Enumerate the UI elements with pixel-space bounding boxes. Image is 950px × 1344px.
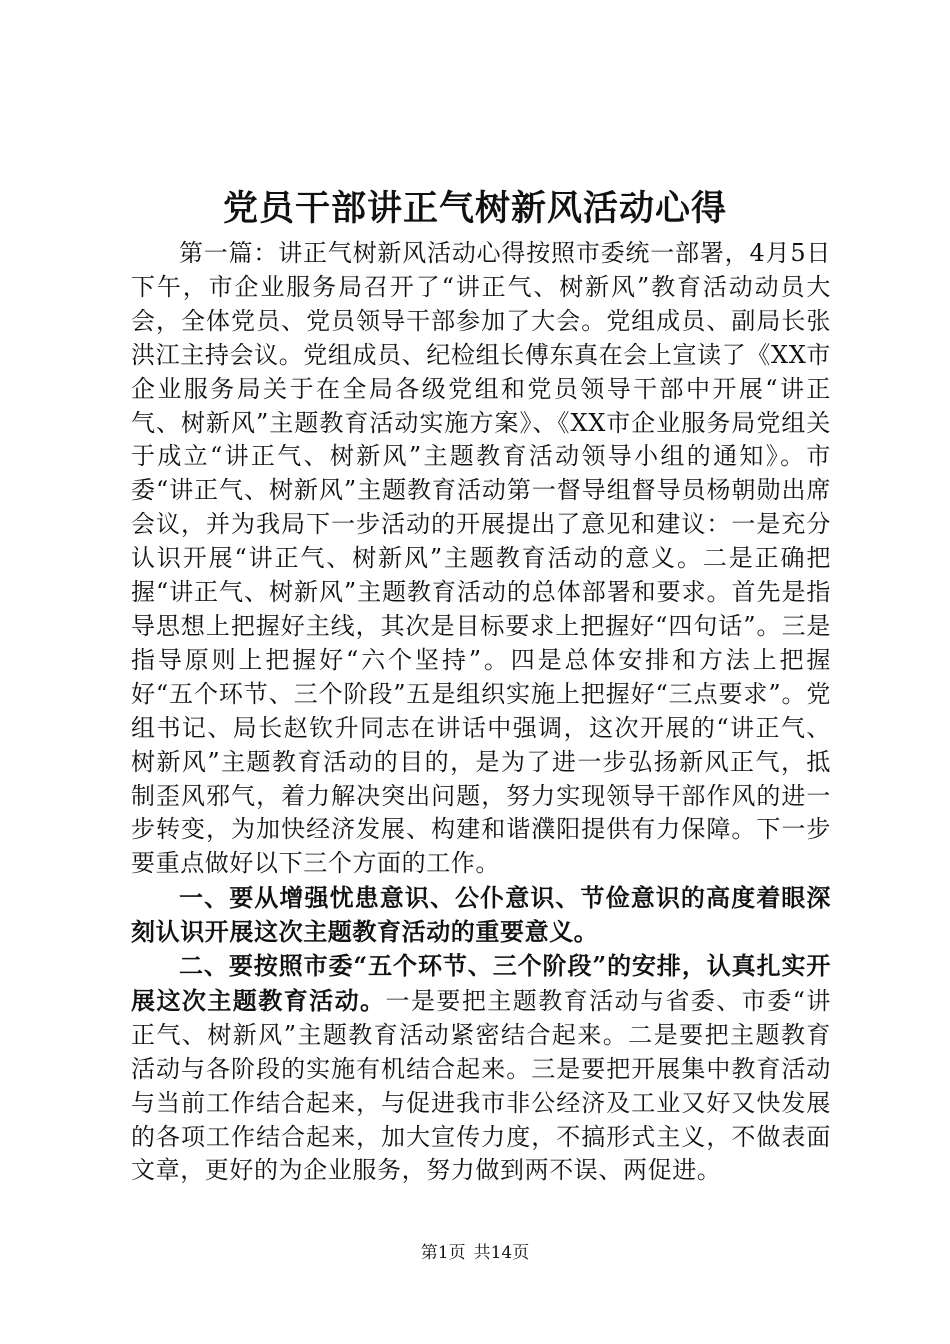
page-footer (0, 1240, 950, 1266)
paragraph-3-body: 一是要把主题教育活动与省委、市委“讲正气、树新风”主题教育活动紧密结合起来。二是要把主题教育活动与各阶段的实施有机结合起来。三是要把开展集中教育活动与当前工作结合起来，与促进我市非公经济及工业又好又快发展的各项工作结合起来，加大宣传力度，不搞形式主义，不做表面文章，更好的为企业服务，努力做到两不误、两促进。 (131, 986, 832, 1185)
paragraph-2-heading: 一、要从增强忧患意识、公仆意识、节俭意识的高度着眼深刻认识开展这次主题教育活动的重要意义。 (131, 883, 831, 947)
document-body (131, 237, 831, 1188)
document-title: 党员干部讲正气树新风活动心得 (222, 188, 727, 229)
paragraph-1: 第一篇：讲正气树新风活动心得按照市委统一部署，4月5日下午，市企业服务局召开了“讲正气、树新风”教育活动动员大会，全体党员、党员领导干部参加了大会。党组成员、副局长张洪江主持会议。党组成员、纪检组长傅东真在会上宣读了《XX市企业服务局关于在全局各级党组和党员领导干部中开展“讲正气、树新风”主题教育活动实施方案》、《XX市企业服务局党组关于成立“讲正气、树新风”主题教育活动领导小组的通知》。市委“讲正气、树新风”主题教育活动第一督导组督导员杨朝勋出席会议，并为我局下一步活动的开展提出了意见和建议：一是充分认识开展“讲正气、树新风”主题教育活动的意义。二是正确把握“讲正气、树新风”主题教育活动的总体部署和要求。首先是指导思想上把握好主线，其次是目标要求上把握好“四句话”。三是指导原则上把握好“六个坚持”。四是总体安排和方法上把握好“五个环节、三个阶段”五是组织实施上把握好“三点要求”。党组书记、局长赵钦升同志在讲话中强调，这次开展的“讲正气、树新风”主题教育活动的目的，是为了进一步弘扬新风正气，抵制歪风邪气，着力解决突出问题，努力实现领导干部作风的进一步转变，为加快经济发展、构建和谐濮阳提供有力保障。下一步要重点做好以下三个方面的工作。 (131, 239, 831, 878)
page-number: 第1页 (420, 1243, 466, 1263)
paragraph-3-heading: 二、要按照市委“五个环节、三个阶段”的安排，认真扎实开展这次主题教育活动。 (131, 951, 831, 1015)
page-total: 共14页 (473, 1243, 530, 1263)
paragraph-3 (131, 949, 831, 1188)
